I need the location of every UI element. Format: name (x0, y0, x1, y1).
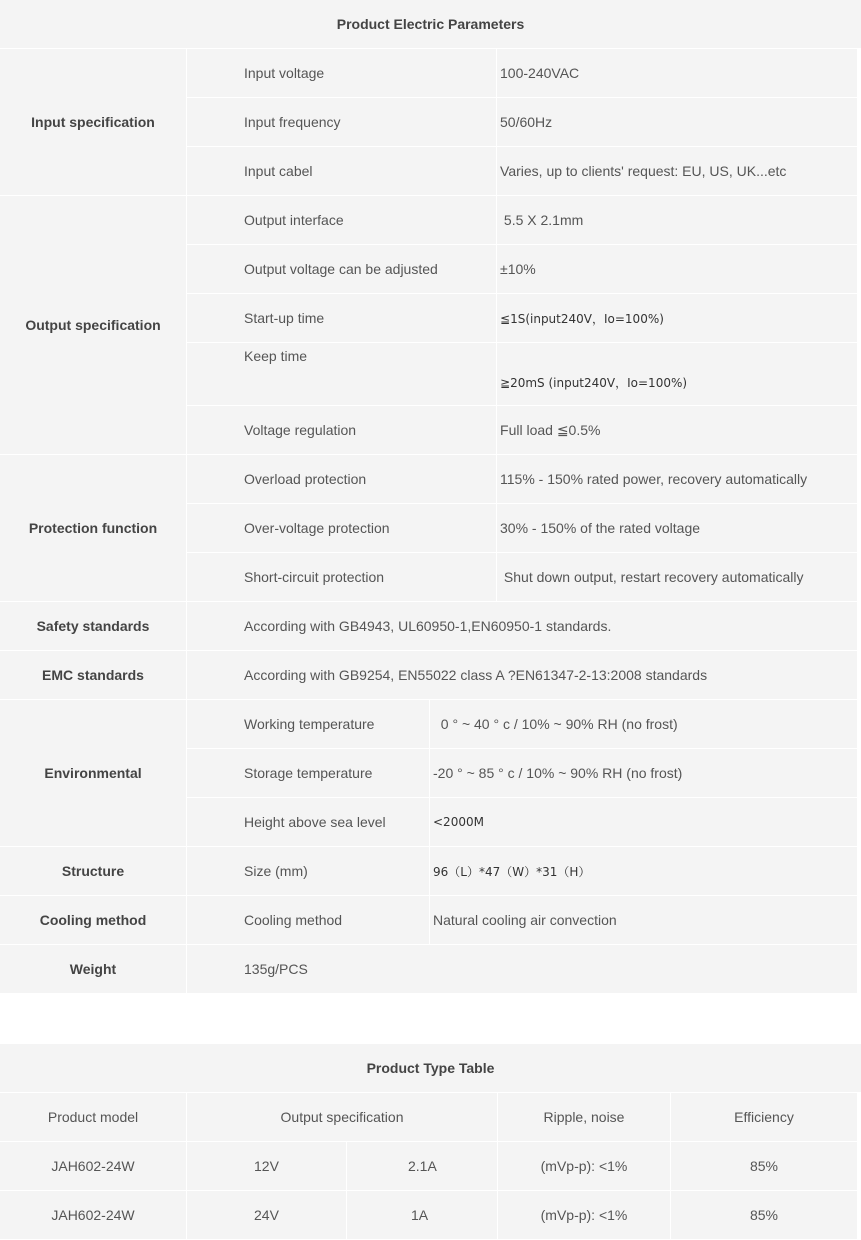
electric-parameters-table (0, 49, 858, 994)
table-row (0, 847, 858, 896)
table-row (0, 196, 858, 245)
param-value: -20 ° ~ 85 ° c / 10% ~ 90% RH (no frost) (430, 749, 858, 798)
param-label: Input voltage (187, 49, 497, 98)
table-row (0, 602, 858, 651)
table-header-row (0, 1093, 858, 1142)
param-value: According with GB9254, EN55022 class A ?EN61347-2-13:2008 standards (187, 651, 858, 700)
param-value: Full load ≦0.5% (497, 406, 858, 455)
param-value: ≦1S(input240V，Io=100%) (497, 294, 858, 343)
param-value: ±10% (497, 245, 858, 294)
param-value: 115% - 150% rated power, recovery automatically (497, 455, 858, 504)
ripple-cell: (mVp-p): <1% (498, 1191, 671, 1240)
efficiency-cell: 85% (671, 1142, 858, 1191)
param-label: Height above sea level (187, 798, 430, 847)
param-label: Overload protection (187, 455, 497, 504)
ripple-cell: (mVp-p): <1% (498, 1142, 671, 1191)
param-label: Short-circuit protection (187, 553, 497, 602)
table-row (0, 1191, 858, 1240)
table-row (0, 49, 858, 98)
param-value: 135g/PCS (187, 945, 858, 994)
category-cell: EMC standards (0, 651, 187, 700)
category-cell: Protection function (0, 455, 187, 602)
category-cell: Structure (0, 847, 187, 896)
table-row (0, 700, 858, 749)
param-label: Over-voltage protection (187, 504, 497, 553)
table-row (0, 896, 858, 945)
voltage-cell: 24V (187, 1191, 347, 1240)
param-label: Output interface (187, 196, 497, 245)
table-row (0, 1142, 858, 1191)
category-cell: Input specification (0, 49, 187, 196)
param-value: <2000M (430, 798, 858, 847)
column-header: Ripple, noise (498, 1093, 671, 1142)
param-value: Varies, up to clients' request: EU, US, UK...etc (497, 147, 858, 196)
param-label: Input cabel (187, 147, 497, 196)
efficiency-cell: 85% (671, 1191, 858, 1240)
table-row (0, 945, 858, 994)
category-cell: Weight (0, 945, 187, 994)
column-header: Efficiency (671, 1093, 858, 1142)
param-label: Start-up time (187, 294, 497, 343)
params-title: Product Electric Parameters (0, 0, 861, 49)
param-value: 96（L）*47（W）*31（H） (430, 847, 858, 896)
current-cell: 2.1A (347, 1142, 498, 1191)
param-value: 0 ° ~ 40 ° c / 10% ~ 90% RH (no frost) (430, 700, 858, 749)
table-row (0, 651, 858, 700)
category-cell: Output specification (0, 196, 187, 455)
column-header: Output specification (187, 1093, 498, 1142)
param-label: Voltage regulation (187, 406, 497, 455)
model-cell: JAH602-24W (0, 1142, 187, 1191)
table-row (0, 455, 858, 504)
param-label: Storage temperature (187, 749, 430, 798)
param-label: Working temperature (187, 700, 430, 749)
param-value: ≧20mS (input240V，Io=100%) (497, 343, 858, 406)
param-label: Cooling method (187, 896, 430, 945)
voltage-cell: 12V (187, 1142, 347, 1191)
param-value: Shut down output, restart recovery automatically (497, 553, 858, 602)
param-value: 30% - 150% of the rated voltage (497, 504, 858, 553)
param-value: 5.5 X 2.1mm (497, 196, 858, 245)
product-type-table (0, 1093, 858, 1240)
model-cell: JAH602-24W (0, 1191, 187, 1240)
param-value: 100-240VAC (497, 49, 858, 98)
param-label: Input frequency (187, 98, 497, 147)
category-cell: Safety standards (0, 602, 187, 651)
current-cell: 1A (347, 1191, 498, 1240)
param-label: Output voltage can be adjusted (187, 245, 497, 294)
column-header: Product model (0, 1093, 187, 1142)
section-spacer (0, 994, 861, 1044)
category-cell: Cooling method (0, 896, 187, 945)
param-value: 50/60Hz (497, 98, 858, 147)
param-value: According with GB4943, UL60950-1,EN60950-1 standards. (187, 602, 858, 651)
param-value: Natural cooling air convection (430, 896, 858, 945)
param-label: Keep time (187, 343, 497, 406)
param-label: Size (mm) (187, 847, 430, 896)
category-cell: Environmental (0, 700, 187, 847)
type-table-title: Product Type Table (0, 1044, 861, 1093)
